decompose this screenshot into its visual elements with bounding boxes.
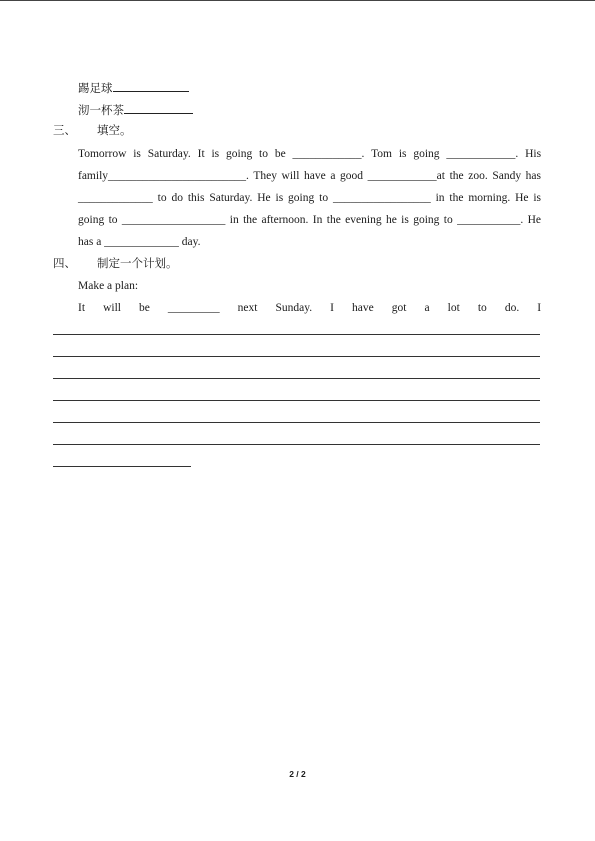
vocab-blank[interactable] xyxy=(113,80,189,92)
writing-line[interactable] xyxy=(53,444,540,445)
writing-line[interactable] xyxy=(53,356,540,357)
section3-line-2: family________________________. They will have a good ____________at the zoo. Sandy has xyxy=(78,170,542,182)
section3-number: 三、 xyxy=(53,125,76,137)
section4-title: 制定一个计划。 xyxy=(97,258,178,270)
section4-number: 四、 xyxy=(53,258,76,270)
writing-line[interactable] xyxy=(53,422,540,423)
writing-line-short[interactable] xyxy=(53,466,191,467)
section3-line-1: Tomorrow is Saturday. It is going to be ____________. Tom is going ____________. His xyxy=(78,148,542,160)
vocab-blank[interactable] xyxy=(124,102,193,114)
vocab-label: 踢足球 xyxy=(78,83,113,95)
header-rule xyxy=(0,0,595,1)
writing-line[interactable] xyxy=(53,334,540,335)
page-number: 2 / 2 xyxy=(289,769,306,779)
vocab-item-2 xyxy=(78,102,193,118)
vocab-item-1 xyxy=(78,80,189,96)
section3-line-4: going to __________________ in the afternoon. In the evening he is going to ___________. He xyxy=(78,214,542,226)
section3-line-5: has a _____________ day. xyxy=(78,236,201,248)
writing-line[interactable] xyxy=(53,400,540,401)
writing-line[interactable] xyxy=(53,378,540,379)
plan-prompt: Make a plan: xyxy=(78,280,139,292)
section3-line-3: _____________ to do this Saturday. He is going to _________________ in the morning. He is xyxy=(78,192,542,204)
vocab-label: 沏一杯茶 xyxy=(78,105,124,117)
plan-first-line: It will be _________ next Sunday. I have got a lot to do. I xyxy=(78,302,542,314)
section3-title: 填空。 xyxy=(97,125,132,137)
